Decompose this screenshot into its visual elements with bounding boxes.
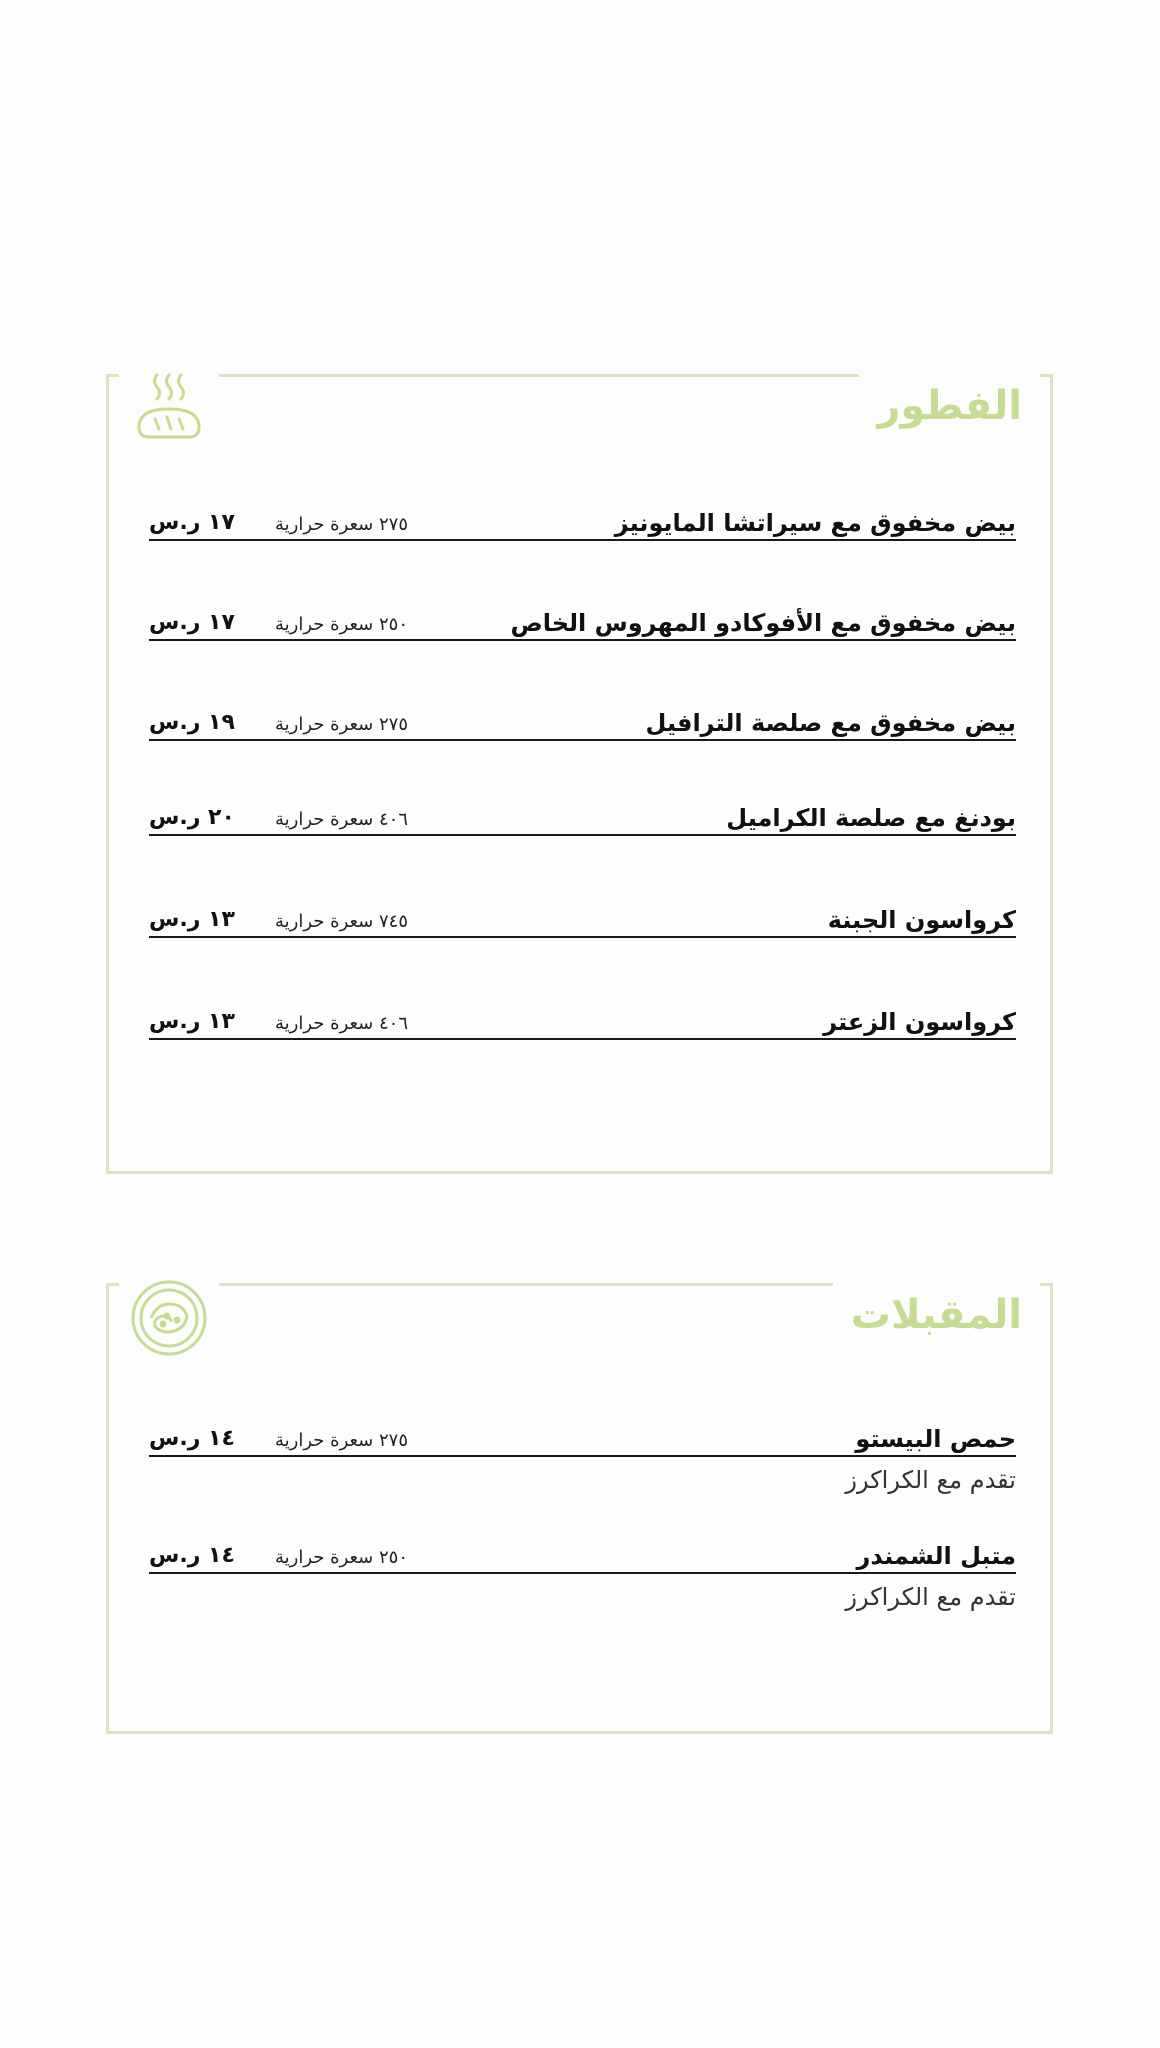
item-price: ٢٠ ر.س [149, 805, 235, 830]
section-title-appetizers: المقبلات [833, 1280, 1040, 1350]
menu-item[interactable] [149, 495, 1016, 541]
item-name: كرواسون الزعتر [823, 1008, 1016, 1036]
breakfast-section [106, 374, 1053, 1174]
item-calories: ٧٤٥ سعرة حرارية [275, 911, 408, 932]
menu-item[interactable] [149, 695, 1016, 741]
item-calories: ٤٠٦ سعرة حرارية [275, 809, 408, 830]
menu-item[interactable] [149, 892, 1016, 938]
menu-item[interactable] [149, 1528, 1016, 1574]
menu-item[interactable] [149, 595, 1016, 641]
item-name: حمص البيستو [855, 1425, 1016, 1453]
item-price: ١٤ ر.س [149, 1543, 235, 1568]
item-calories: ٤٠٦ سعرة حرارية [275, 1013, 408, 1034]
section-title-breakfast: الفطور [859, 371, 1040, 441]
item-price: ١٣ ر.س [149, 1009, 235, 1034]
item-price: ١٧ ر.س [149, 510, 235, 535]
item-price: ١٧ ر.س [149, 610, 235, 635]
item-calories: ٢٥٠ سعرة حرارية [275, 1547, 408, 1568]
item-name: كرواسون الجبنة [827, 906, 1016, 934]
item-name: بيض مخفوق مع سيراتشا المايونيز [614, 509, 1016, 537]
bread-icon [119, 367, 219, 451]
item-price: ١٤ ر.س [149, 1426, 235, 1451]
item-calories: ٢٧٥ سعرة حرارية [275, 514, 408, 535]
item-price: ١٩ ر.س [149, 710, 235, 735]
appetizers-section [106, 1283, 1053, 1734]
item-calories: ٢٧٥ سعرة حرارية [275, 714, 408, 735]
item-name: متبل الشمندر [856, 1542, 1016, 1570]
menu-item[interactable] [149, 790, 1016, 836]
item-price: ١٣ ر.س [149, 907, 235, 932]
item-name: بيض مخفوق مع الأفوكادو المهروس الخاص [510, 609, 1016, 637]
item-name: بودنغ مع صلصة الكراميل [726, 804, 1016, 832]
item-name: بيض مخفوق مع صلصة الترافيل [645, 709, 1016, 737]
item-calories: ٢٥٠ سعرة حرارية [275, 614, 408, 635]
hummus-bowl-icon [119, 1276, 219, 1360]
item-calories: ٢٧٥ سعرة حرارية [275, 1430, 408, 1451]
menu-item[interactable] [149, 994, 1016, 1040]
menu-item[interactable] [149, 1411, 1016, 1457]
item-description: تقدم مع الكراكرز [845, 1466, 1016, 1494]
item-description: تقدم مع الكراكرز [845, 1583, 1016, 1611]
